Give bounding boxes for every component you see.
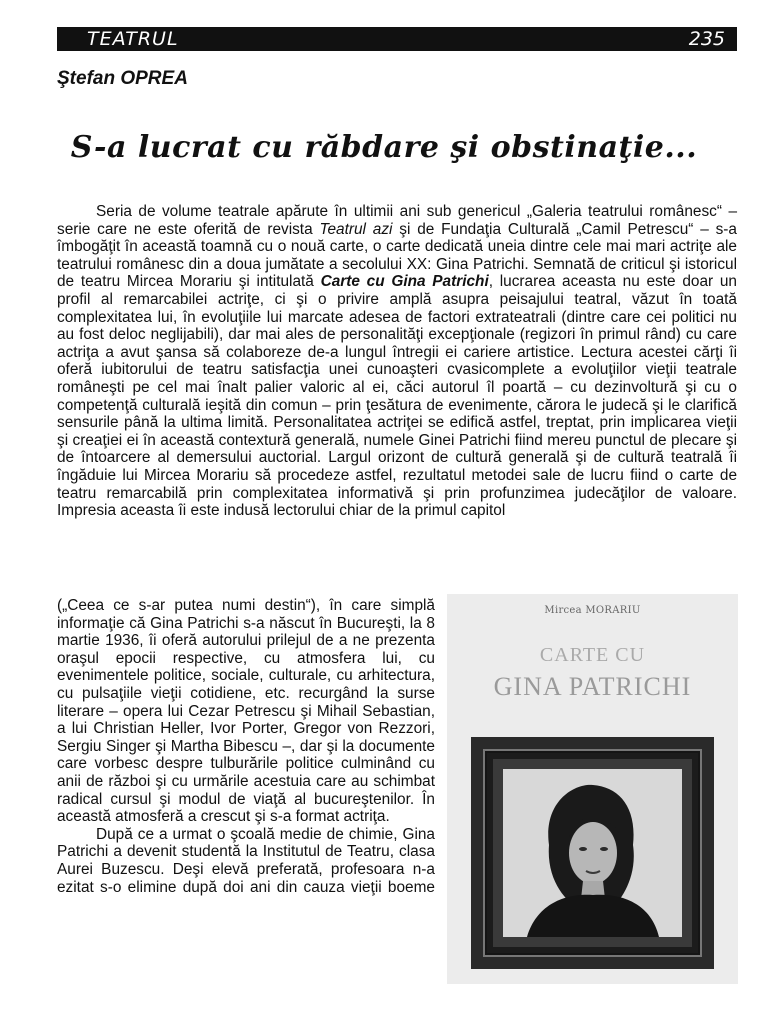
left-column	[57, 597, 435, 896]
running-header	[57, 27, 737, 51]
paragraph-intro-continued: („Ceea ce s-ar putea numi destin“), în care simplă informaţie că Gina Patrichi s-a născut în Bucureşti, la 8 martie 1936, îi oferă autorului prilejul de a ne prezenta oraşul epocii respective, cu atmosfera lui, cu evenimentele politice, sociale, culturale, cu arhitectura, cu pulsaţiile vieţii cotidiene, etc. recurgând la surse literare – opera lui Cezar Petrescu şi Mihail Sebastian, a lui Christian Heller, Ivor Porter, Gregor von Rezzori, Sergiu Singer şi Martha Bibescu –, dar şi la documente care vorbesc despre tulburările politice culminând cu anii de război şi cu urmările acestuia care au schimbat radical cursul şi modul de viaţă al bucureştenilor. În această atmosferă a crescut şi s-a format actriţa.	[57, 597, 435, 826]
article-author: Ştefan OPREA	[57, 68, 188, 89]
paragraph-intro	[57, 203, 737, 520]
book-cover-author: Mircea MORARIU	[544, 605, 641, 616]
text-run: şi de Fundaţia Culturală „Camil Petrescu“ – s-a îmbogăţit în această toamnă cu o nouă carte, o carte dedicată uneia dintre cele mai mari actriţe ale teatrului românesc din a doua jumătate a secolului XX: Gina Patrichi. Semnată de criticul şi istoricul de teatru Mircea Morariu şi intitulată	[57, 220, 737, 291]
book-cover-title-line2: GINA PATRICHI	[493, 672, 692, 701]
article-title: S-a lucrat cu răbdare şi obstinaţie...	[70, 130, 698, 165]
book-cover-image	[447, 594, 738, 984]
book-title-mention: Carte cu Gina Patrichi	[320, 273, 489, 291]
journal-section-title: TEATRUL	[87, 28, 179, 50]
portrait-frame	[471, 737, 714, 969]
text-run: Seria de volume teatrale apărute în ultimii ani sub genericul „Galeria teatrului românesc“ – serie care ne este oferită de revista	[57, 203, 737, 238]
portrait-icon	[487, 753, 698, 953]
magazine-name: Teatrul azi	[319, 220, 393, 238]
paragraph-education: După ce a urmat o şcoală medie de chimie, Gina Patrichi a devenit studentă la Institutul de Teatru, clasa Aurei Buzescu. Deşi elevă preferată, profesoara n-a ezitat s-o elimine după doi ani din cauza vieţii boeme	[57, 825, 435, 896]
text-run: , lucrarea aceasta nu este doar un profil al remarcabilei actriţe, ci şi o privire amplă asupra peisajului teatral, văzut în toată complexitatea lui, în evoluţiile lui marcate adesea de factori extrateatrali (dintre care cei politici nu au fost deloc neglijabili), dar mai ales de personalităţi excepţionale (regizori în primul rând) cu care actriţa a avut şansa să colaboreze de-a lungul întregii ei cariere artistice. Lectura acestei cărţi îi oferă iubitorului de teatru satisfacţia unei cunoaşteri cvasicomplete a evoluţiilor vieţii teatrale româneşti pe cel mai înalt palier valoric al ei, căci autorul îl poartă – cu dezinvoltură şi cu o competenţă culturală ieşită din comun – prin ţesătura de evenimente, cărora le judecă şi le clarifică sensurile până la ultima limită. Personalitatea actriţei se edifică astfel, treptat, prin implicarea vieţii şi creaţiei ei în această contextură generală, numele Ginei Patrichi fiind mereu punctul de plecare şi de întoarcere al demersului auctorial. Largul orizont de cultură generală şi de cultură teatrală îi îngăduie lui Mircea Morariu să procedeze astfel, rezultatul metodei sale de lucru fiind o carte de teatru remarcabilă prin complexitatea informativă şi prin profunzimea judecăţilor de valoare. Impresia aceasta îi este indusă lectorului chiar de la primul capitol	[57, 273, 737, 520]
book-cover-title-line1: CARTE CU	[539, 644, 646, 666]
page-number: 235	[688, 28, 725, 50]
